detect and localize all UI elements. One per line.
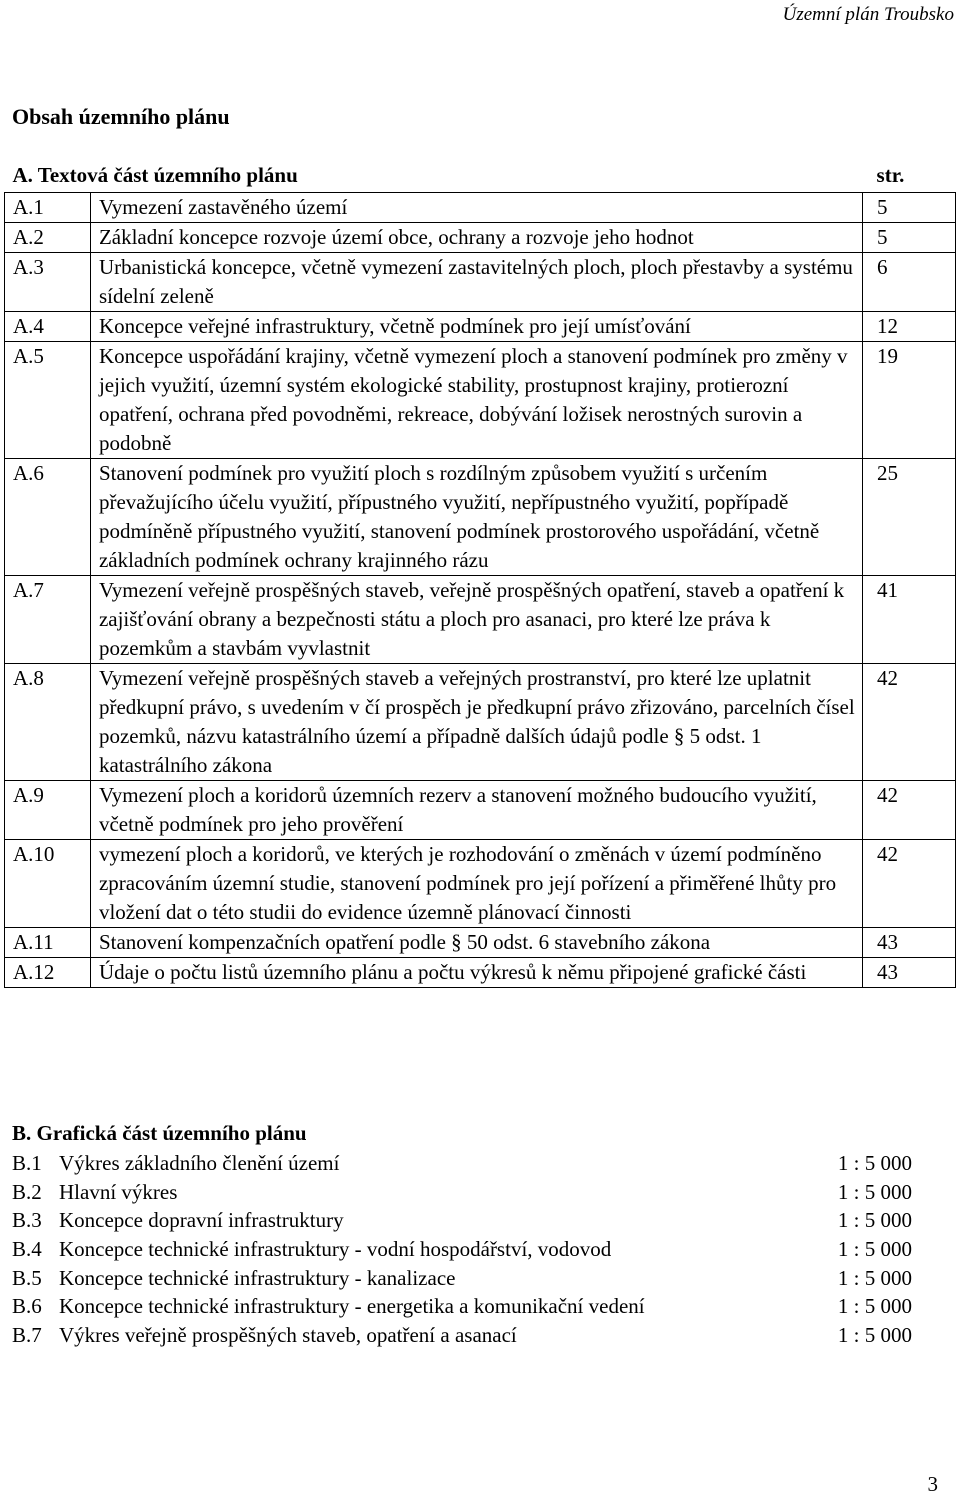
section-title: Vymezení veřejně prospěšných staveb a veřejných prostranství, pro které lze uplatnit předkupní právo, s uvedením v čí prospěch je předkupní právo zřizováno, parcelních čísel pozemků, názvu katastrálního území a případně dalších údajů podle § 5 odst. 1 katastrálního zákona: [90, 664, 862, 781]
table-row: [5, 958, 956, 988]
table-header-row: [5, 161, 956, 193]
section-title: Vymezení zastavěného území: [90, 193, 862, 223]
table-row: [5, 312, 956, 342]
section-title: Koncepce uspořádání krajiny, včetně vymezení ploch a stanovení podmínek pro změny v jejich využití, územní systém ekologické stability, prostupnost krajiny, protierozní opatření, ochrana před povodněmi, rekreace, dobývání ložisek nerostných surovin a podobně: [90, 342, 862, 459]
drawing-title: Koncepce dopravní infrastruktury: [59, 1208, 344, 1233]
toc-body: [5, 193, 956, 988]
page-ref: 42: [863, 781, 956, 840]
page-ref: 19: [863, 342, 956, 459]
section-code: A.12: [5, 958, 91, 988]
drawing-code: B.2: [12, 1179, 42, 1204]
page-ref: 25: [863, 459, 956, 576]
section-code: A.8: [5, 664, 91, 781]
list-item: [12, 1149, 912, 1178]
section-title: Základní koncepce rozvoje území obce, ochrany a rozvoje jeho hodnot: [90, 223, 862, 253]
drawing-title: Koncepce technické infrastruktury - energetika a komunikační vedení: [59, 1294, 645, 1319]
list-item: [12, 1235, 912, 1264]
section-title: Údaje o počtu listů územního plánu a počtu výkresů k němu připojené grafické části: [90, 958, 862, 988]
section-code: A.10: [5, 840, 91, 928]
section-code: A.5: [5, 342, 91, 459]
section-code: A.11: [5, 928, 91, 958]
part-a-heading: A. Textová část územního plánu: [12, 163, 298, 187]
table-row: [5, 223, 956, 253]
table-row: [5, 664, 956, 781]
table-row: [5, 193, 956, 223]
list-item: [12, 1178, 912, 1207]
drawing-scale: 1 : 5 000: [837, 1294, 912, 1319]
drawing-code: B.5: [12, 1265, 42, 1290]
list-item: [12, 1206, 912, 1235]
list-item: [12, 1264, 912, 1293]
drawing-scale: 1 : 5 000: [837, 1208, 912, 1233]
section-code: A.7: [5, 576, 91, 664]
section-title: Stanovení kompenzačních opatření podle § 50 odst. 6 stavebního zákona: [90, 928, 862, 958]
page-ref: 5: [863, 223, 956, 253]
table-row: [5, 781, 956, 840]
drawing-title: Koncepce technické infrastruktury - vodní hospodářství, vodovod: [59, 1237, 612, 1262]
page-column-header: str.: [876, 163, 905, 187]
list-item: [12, 1321, 912, 1350]
drawing-code: B.6: [12, 1294, 42, 1319]
drawing-code: B.3: [12, 1208, 42, 1233]
section-title: Vymezení veřejně prospěšných staveb, veřejně prospěšných opatření, staveb a opatření k zajišťování obrany a bezpečnosti státu a ploch pro asanaci, pro které lze práva k pozemkům a stavbám vyvlastnit: [90, 576, 862, 664]
document-title: Obsah územního plánu: [12, 104, 230, 129]
drawing-scale: 1 : 5 000: [837, 1265, 912, 1290]
page-ref: 41: [863, 576, 956, 664]
page-ref: 5: [863, 193, 956, 223]
page-ref: 43: [863, 928, 956, 958]
list-item: [12, 1292, 912, 1321]
table-row: [5, 253, 956, 312]
running-header: Územní plán Troubsko: [782, 4, 954, 25]
section-title: Stanovení podmínek pro využití ploch s rozdílným způsobem využití s určením převažujícího účelu využití, přípustného využití, nepřípustného využití, popřípadě podmíněně přípustného využití, stanovení podmínek prostorového uspořádání, včetně základních podmínek ochrany krajinného rázu: [90, 459, 862, 576]
drawing-scale: 1 : 5 000: [837, 1323, 912, 1348]
section-code: A.1: [5, 193, 91, 223]
part-b-heading: B. Grafická část územního plánu: [12, 1121, 307, 1145]
drawing-title: Výkres veřejně prospěšných staveb, opatření a asanací: [59, 1323, 517, 1348]
page-ref: 6: [863, 253, 956, 312]
section-code: A.9: [5, 781, 91, 840]
section-title: Vymezení ploch a koridorů územních rezerv a stanovení možného budoucího využití, včetně podmínek pro jeho prověření: [90, 781, 862, 840]
table-row: [5, 459, 956, 576]
page-ref: 42: [863, 840, 956, 928]
page-number: 3: [927, 1472, 938, 1496]
table-row: [5, 576, 956, 664]
section-code: A.6: [5, 459, 91, 576]
drawing-code: B.7: [12, 1323, 42, 1348]
drawing-code: B.1: [12, 1151, 42, 1175]
section-code: A.4: [5, 312, 91, 342]
drawing-scale: 1 : 5 000: [837, 1179, 912, 1204]
section-title: Urbanistická koncepce, včetně vymezení zastavitelných ploch, ploch přestavby a systému sídelní zeleně: [90, 253, 862, 312]
drawing-title: Koncepce technické infrastruktury - kanalizace: [59, 1265, 456, 1290]
drawing-code: B.4: [12, 1237, 42, 1262]
table-row: [5, 928, 956, 958]
page-ref: 12: [863, 312, 956, 342]
drawing-title: Výkres základního členění území: [59, 1151, 340, 1175]
section-title: Koncepce veřejné infrastruktury, včetně podmínek pro její umísťování: [90, 312, 862, 342]
drawing-scale: 1 : 5 000: [837, 1151, 912, 1175]
page-ref: 42: [863, 664, 956, 781]
section-title: vymezení ploch a koridorů, ve kterých je rozhodování o změnách v území podmíněno zpracováním územní studie, stanovení podmínek pro její pořízení a přiměřené lhůty pro vložení dat o této studii do evidence územně plánovací činnosti: [90, 840, 862, 928]
drawing-title: Hlavní výkres: [59, 1179, 178, 1204]
page-ref: 43: [863, 958, 956, 988]
graphic-part-list: [12, 1149, 912, 1350]
section-code: A.2: [5, 223, 91, 253]
table-row: [5, 840, 956, 928]
table-row: [5, 342, 956, 459]
section-code: A.3: [5, 253, 91, 312]
drawing-scale: 1 : 5 000: [837, 1237, 912, 1262]
text-part-table: [4, 161, 956, 988]
